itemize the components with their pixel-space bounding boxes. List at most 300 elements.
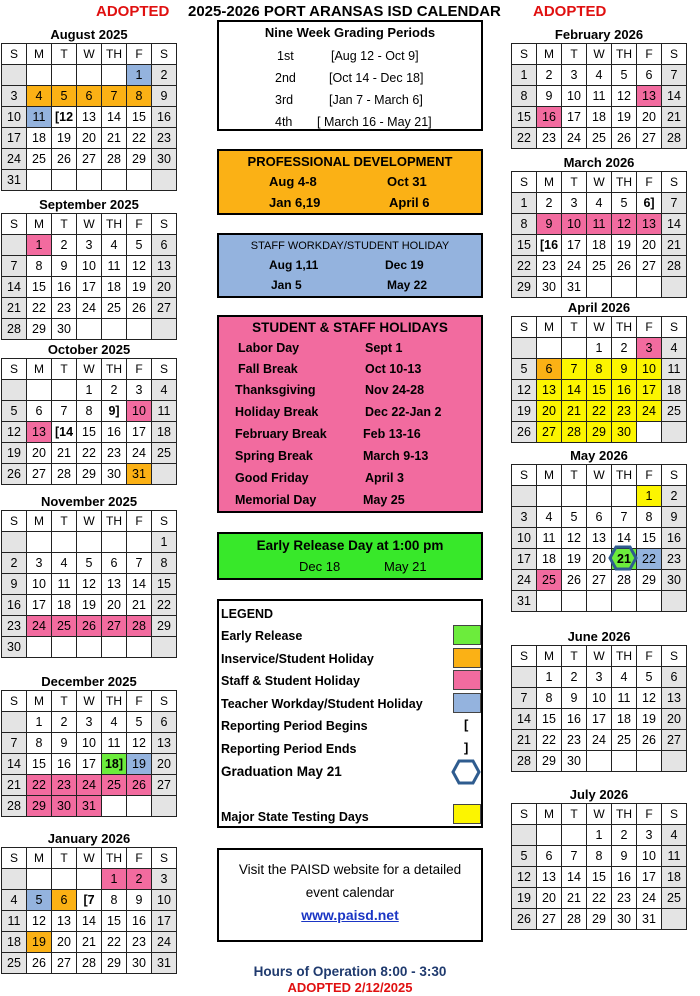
day-cell: 24 <box>562 128 587 149</box>
day-cell: 28 <box>2 796 27 817</box>
day-cell: 1 <box>512 193 537 214</box>
weekday-header: T <box>562 44 587 65</box>
pd-date: Aug 4-8 <box>269 174 317 189</box>
weekday-header: TH <box>612 465 637 486</box>
empty-cell <box>537 486 562 507</box>
weekday-header: T <box>52 511 77 532</box>
month-title: April 2026 <box>567 300 631 315</box>
day-cell: 10 <box>512 528 537 549</box>
day-cell: 21 <box>562 888 587 909</box>
day-cell: 19 <box>127 277 152 298</box>
day-cell: 28 <box>662 128 687 149</box>
day-cell: 3 <box>77 235 102 256</box>
day-cell: 17 <box>587 709 612 730</box>
day-cell: 3 <box>637 338 662 359</box>
day-cell: 4 <box>152 380 177 401</box>
empty-cell <box>2 235 27 256</box>
day-cell: 10 <box>77 256 102 277</box>
day-cell: 6 <box>152 712 177 733</box>
day-cell: 8 <box>587 846 612 867</box>
day-cell: 7 <box>52 401 77 422</box>
week-row <box>512 667 687 688</box>
empty-cell <box>127 319 152 340</box>
day-cell: 18 <box>587 107 612 128</box>
day-cell: 17 <box>637 380 662 401</box>
day-cell: 28 <box>127 616 152 637</box>
legend-box <box>217 599 483 828</box>
day-cell: 27 <box>77 149 102 170</box>
grading-period-dates: [Jan 7 - March 6] <box>329 93 423 107</box>
day-cell: 9 <box>662 507 687 528</box>
day-cell: 16 <box>127 911 152 932</box>
week-row <box>512 128 687 149</box>
day-cell: 30 <box>662 570 687 591</box>
weekday-header: S <box>662 317 687 338</box>
week-row <box>512 570 687 591</box>
month-title: March 2026 <box>563 155 635 170</box>
day-cell: 2 <box>612 825 637 846</box>
staff-workday-date: May 22 <box>387 278 428 292</box>
day-cell: 24 <box>152 932 177 953</box>
month-grid <box>511 316 687 443</box>
day-cell: 12 <box>637 688 662 709</box>
weekday-header: T <box>52 359 77 380</box>
month-calendar-july-2026 <box>511 786 687 930</box>
month-title: July 2026 <box>569 787 629 802</box>
day-cell: 4 <box>587 193 612 214</box>
week-row <box>2 422 177 443</box>
week-row <box>2 553 177 574</box>
day-cell: 1 <box>102 869 127 890</box>
weekday-header: TH <box>612 804 637 825</box>
weekday-header: S <box>2 214 27 235</box>
week-row <box>2 128 177 149</box>
empty-cell <box>127 637 152 658</box>
week-row <box>2 574 177 595</box>
week-row <box>2 256 177 277</box>
week-row <box>512 486 687 507</box>
legend-label-reporting-ends: Reporting Period Ends <box>221 742 357 756</box>
weekday-header: TH <box>612 44 637 65</box>
empty-cell <box>77 319 102 340</box>
empty-cell <box>637 422 662 443</box>
holiday-name: Labor Day <box>238 341 300 355</box>
week-row <box>2 86 177 107</box>
day-cell: 7 <box>612 507 637 528</box>
early-release-date: Dec 18 <box>299 559 341 574</box>
day-cell: 14 <box>77 911 102 932</box>
day-cell: 18] <box>102 754 127 775</box>
day-cell: 19 <box>2 443 27 464</box>
day-cell: 26 <box>77 616 102 637</box>
day-cell: 27 <box>537 422 562 443</box>
day-cell: 22 <box>27 298 52 319</box>
day-cell: 29 <box>27 319 52 340</box>
day-cell: 6 <box>537 846 562 867</box>
day-cell: 3 <box>2 86 27 107</box>
weekday-header: M <box>27 359 52 380</box>
day-cell: 26 <box>637 730 662 751</box>
day-cell: 13 <box>537 867 562 888</box>
empty-cell <box>537 591 562 612</box>
day-cell: 17 <box>152 911 177 932</box>
day-cell: 12 <box>77 574 102 595</box>
day-cell: 16 <box>102 422 127 443</box>
month-grid <box>511 464 687 612</box>
holiday-name: Holiday Break <box>235 405 319 419</box>
empty-cell <box>587 591 612 612</box>
day-cell: 27 <box>637 128 662 149</box>
day-cell: 24 <box>77 775 102 796</box>
day-cell: 6 <box>662 667 687 688</box>
day-cell: 30 <box>52 319 77 340</box>
month-calendar-december-2025 <box>1 673 177 817</box>
week-row <box>2 712 177 733</box>
day-cell: 9 <box>612 359 637 380</box>
adopted-date: ADOPTED 2/12/2025 <box>287 980 413 995</box>
day-cell: 27 <box>27 464 52 485</box>
weekday-header: F <box>637 804 662 825</box>
weekday-header: TH <box>612 646 637 667</box>
day-cell: 25 <box>102 298 127 319</box>
day-cell: 24 <box>512 570 537 591</box>
day-cell: 7 <box>662 65 687 86</box>
week-row <box>512 422 687 443</box>
week-row <box>2 775 177 796</box>
adopted-label-right: ADOPTED <box>533 3 607 20</box>
week-row <box>2 595 177 616</box>
day-cell: 10 <box>152 890 177 911</box>
day-cell: 1 <box>587 338 612 359</box>
day-cell: 11 <box>2 911 27 932</box>
day-cell: 25 <box>52 616 77 637</box>
empty-cell <box>612 486 637 507</box>
day-cell: 21 <box>612 549 637 570</box>
grading-period-dates: [Oct 14 - Dec 18] <box>329 71 424 85</box>
day-cell: 25 <box>587 256 612 277</box>
day-cell: 2 <box>2 553 27 574</box>
grading-period-dates: [ March 16 - May 21] <box>317 115 432 129</box>
day-cell: 16 <box>612 380 637 401</box>
day-cell: 18 <box>27 128 52 149</box>
weekday-header: T <box>562 804 587 825</box>
week-row <box>512 359 687 380</box>
grading-period-label: 3rd <box>275 93 294 107</box>
week-row <box>2 380 177 401</box>
week-row <box>2 149 177 170</box>
day-cell: 20 <box>537 401 562 422</box>
month-title: June 2026 <box>567 629 631 644</box>
holidays-box <box>217 315 483 513</box>
grading-periods-box <box>217 20 483 131</box>
day-cell: 26 <box>612 128 637 149</box>
day-cell: 7 <box>2 256 27 277</box>
empty-cell <box>27 869 52 890</box>
empty-cell <box>102 65 127 86</box>
day-cell: 13 <box>537 380 562 401</box>
empty-cell <box>612 277 637 298</box>
day-cell: 6 <box>537 359 562 380</box>
staff-workday-date: Aug 1,11 <box>269 258 319 272</box>
day-cell: 19 <box>562 549 587 570</box>
pd-date: April 6 <box>389 195 430 210</box>
weekday-header: M <box>537 44 562 65</box>
day-cell: 23 <box>127 932 152 953</box>
month-title: January 2026 <box>47 831 131 846</box>
day-cell: 27 <box>537 909 562 930</box>
day-cell: 22 <box>77 443 102 464</box>
day-cell: 20 <box>637 107 662 128</box>
day-cell: 11 <box>152 401 177 422</box>
holidays-title: STUDENT & STAFF HOLIDAYS <box>252 320 448 335</box>
month-title: December 2025 <box>41 674 137 689</box>
day-cell: 8 <box>27 256 52 277</box>
weekday-header: TH <box>102 359 127 380</box>
empty-cell <box>562 486 587 507</box>
week-row <box>2 107 177 128</box>
day-cell: 20 <box>637 235 662 256</box>
day-cell: 30 <box>52 796 77 817</box>
day-cell: 20 <box>537 888 562 909</box>
day-cell: 25 <box>152 443 177 464</box>
day-cell: 14 <box>562 380 587 401</box>
day-cell: 25 <box>587 128 612 149</box>
early-release-title: Early Release Day at 1:00 pm <box>256 538 444 553</box>
day-cell: 12 <box>2 422 27 443</box>
day-cell: 10 <box>562 86 587 107</box>
day-cell: 30 <box>537 277 562 298</box>
day-cell: 24 <box>27 616 52 637</box>
empty-cell <box>77 637 102 658</box>
day-cell: 6 <box>27 401 52 422</box>
day-cell: 2 <box>612 338 637 359</box>
empty-cell <box>537 338 562 359</box>
day-cell: 28 <box>52 464 77 485</box>
empty-cell <box>127 170 152 191</box>
weekday-header: S <box>662 804 687 825</box>
weekday-header: S <box>512 465 537 486</box>
day-cell: 17 <box>512 549 537 570</box>
empty-cell <box>637 591 662 612</box>
empty-cell <box>152 464 177 485</box>
empty-cell <box>662 591 687 612</box>
day-cell: 22 <box>587 401 612 422</box>
empty-cell <box>2 712 27 733</box>
day-cell: 14 <box>2 277 27 298</box>
hours-of-operation: Hours of Operation 8:00 - 3:30 <box>253 964 447 979</box>
empty-cell <box>2 532 27 553</box>
weekday-header: TH <box>612 317 637 338</box>
day-cell: 24 <box>562 256 587 277</box>
week-row <box>512 591 687 612</box>
day-cell: 21 <box>562 401 587 422</box>
legend-swatch-orange <box>453 648 481 668</box>
day-cell: 20 <box>27 443 52 464</box>
staff-workday-title: STAFF WORKDAY/STUDENT HOLIDAY <box>250 240 450 252</box>
week-row <box>512 751 687 772</box>
weekday-header: W <box>77 848 102 869</box>
empty-cell <box>102 637 127 658</box>
day-cell: 14 <box>562 867 587 888</box>
week-row <box>512 549 687 570</box>
month-grid <box>1 510 177 658</box>
week-row <box>2 869 177 890</box>
day-cell: 4 <box>102 235 127 256</box>
day-cell: 27 <box>102 616 127 637</box>
day-cell: 19 <box>77 595 102 616</box>
month-grid <box>1 690 177 817</box>
weekday-header: S <box>152 44 177 65</box>
week-row <box>2 796 177 817</box>
day-cell: 9 <box>537 214 562 235</box>
week-row <box>512 401 687 422</box>
grading-period-label: 1st <box>277 49 294 63</box>
day-cell: 19 <box>27 932 52 953</box>
month-grid <box>1 43 177 191</box>
day-cell: 7 <box>562 359 587 380</box>
month-calendar-may-2026 <box>511 447 687 612</box>
week-row <box>512 888 687 909</box>
week-row <box>512 846 687 867</box>
month-grid <box>511 803 687 930</box>
day-cell: 10 <box>587 688 612 709</box>
weekday-header: S <box>2 359 27 380</box>
month-title: May 2026 <box>570 448 628 463</box>
day-cell: 5 <box>512 359 537 380</box>
empty-cell <box>2 380 27 401</box>
day-cell: 17 <box>2 128 27 149</box>
day-cell: 7 <box>102 86 127 107</box>
empty-cell <box>52 637 77 658</box>
day-cell: 23 <box>537 256 562 277</box>
day-cell: 11 <box>662 846 687 867</box>
weekday-header: M <box>27 691 52 712</box>
day-cell: 25 <box>27 149 52 170</box>
weekday-header: M <box>537 317 562 338</box>
weekday-header: F <box>637 172 662 193</box>
reporting-ends-symbol: ] <box>464 740 469 755</box>
day-cell: 5 <box>2 401 27 422</box>
empty-cell <box>52 170 77 191</box>
day-cell: 8 <box>102 890 127 911</box>
day-cell: 1 <box>27 712 52 733</box>
day-cell: 20 <box>152 754 177 775</box>
day-cell: 15 <box>637 528 662 549</box>
holiday-name: Thanksgiving <box>235 383 316 397</box>
week-row <box>2 932 177 953</box>
empty-cell <box>612 751 637 772</box>
week-row <box>2 277 177 298</box>
empty-cell <box>562 338 587 359</box>
empty-cell <box>102 170 127 191</box>
day-cell: 23 <box>612 401 637 422</box>
empty-cell <box>512 486 537 507</box>
graduation-hexagon-icon <box>608 545 638 571</box>
month-title: November 2025 <box>40 494 138 509</box>
day-cell: 4 <box>102 712 127 733</box>
day-cell: 8 <box>637 507 662 528</box>
day-cell: 5 <box>562 507 587 528</box>
week-row <box>512 688 687 709</box>
day-cell: 13 <box>52 911 77 932</box>
day-cell: 28 <box>512 751 537 772</box>
day-cell: 15 <box>512 235 537 256</box>
day-cell: 31 <box>512 591 537 612</box>
week-row <box>2 170 177 191</box>
day-cell: 29 <box>637 570 662 591</box>
day-cell: 26 <box>27 953 52 974</box>
day-cell: 13 <box>587 528 612 549</box>
day-cell: 16 <box>52 277 77 298</box>
week-row <box>512 193 687 214</box>
day-cell: 12 <box>27 911 52 932</box>
website-link[interactable]: www.paisd.net <box>301 907 399 923</box>
week-row <box>512 909 687 930</box>
week-row <box>2 65 177 86</box>
day-cell: 29 <box>77 464 102 485</box>
day-cell: 18 <box>152 422 177 443</box>
day-cell: 18 <box>537 549 562 570</box>
day-cell: 10 <box>637 846 662 867</box>
day-cell: 30 <box>127 953 152 974</box>
weekday-header: TH <box>102 511 127 532</box>
week-row <box>2 616 177 637</box>
day-cell: 12 <box>512 380 537 401</box>
day-cell: 16 <box>152 107 177 128</box>
day-cell: 20 <box>52 932 77 953</box>
weekday-header: F <box>127 511 152 532</box>
day-cell: 23 <box>52 298 77 319</box>
day-cell: 11 <box>27 107 52 128</box>
day-cell: 3 <box>77 712 102 733</box>
legend-label-inservice: Inservice/Student Holiday <box>221 652 374 666</box>
day-cell: 21 <box>662 107 687 128</box>
day-cell: 15 <box>512 107 537 128</box>
day-cell: 21 <box>2 775 27 796</box>
day-cell: 22 <box>587 888 612 909</box>
day-cell: 15 <box>77 422 102 443</box>
empty-cell <box>52 380 77 401</box>
holiday-dates: March 9-13 <box>363 449 429 463</box>
weekday-header: F <box>127 848 152 869</box>
day-cell: 2 <box>537 193 562 214</box>
day-cell: 5 <box>612 65 637 86</box>
day-cell: 25 <box>102 775 127 796</box>
day-cell: 5 <box>52 86 77 107</box>
weekday-header: W <box>587 465 612 486</box>
week-row <box>512 86 687 107</box>
day-cell: 4 <box>52 553 77 574</box>
day-cell: 13 <box>27 422 52 443</box>
day-cell: 31 <box>152 953 177 974</box>
weekday-header: S <box>152 214 177 235</box>
day-cell: 27 <box>637 256 662 277</box>
day-cell: 22 <box>637 549 662 570</box>
day-cell: 6 <box>637 65 662 86</box>
day-cell: 15 <box>152 574 177 595</box>
week-row <box>512 507 687 528</box>
day-cell: 5 <box>637 667 662 688</box>
day-cell: 8 <box>587 359 612 380</box>
weekday-header: W <box>77 214 102 235</box>
weekday-header: W <box>587 172 612 193</box>
website-text-line1: Visit the PAISD website for a detailed <box>238 862 462 877</box>
day-cell: 29 <box>512 277 537 298</box>
day-cell: 13 <box>102 574 127 595</box>
holiday-dates: Dec 22-Jan 2 <box>365 405 442 419</box>
weekday-header: F <box>637 465 662 486</box>
day-cell: 5 <box>612 193 637 214</box>
